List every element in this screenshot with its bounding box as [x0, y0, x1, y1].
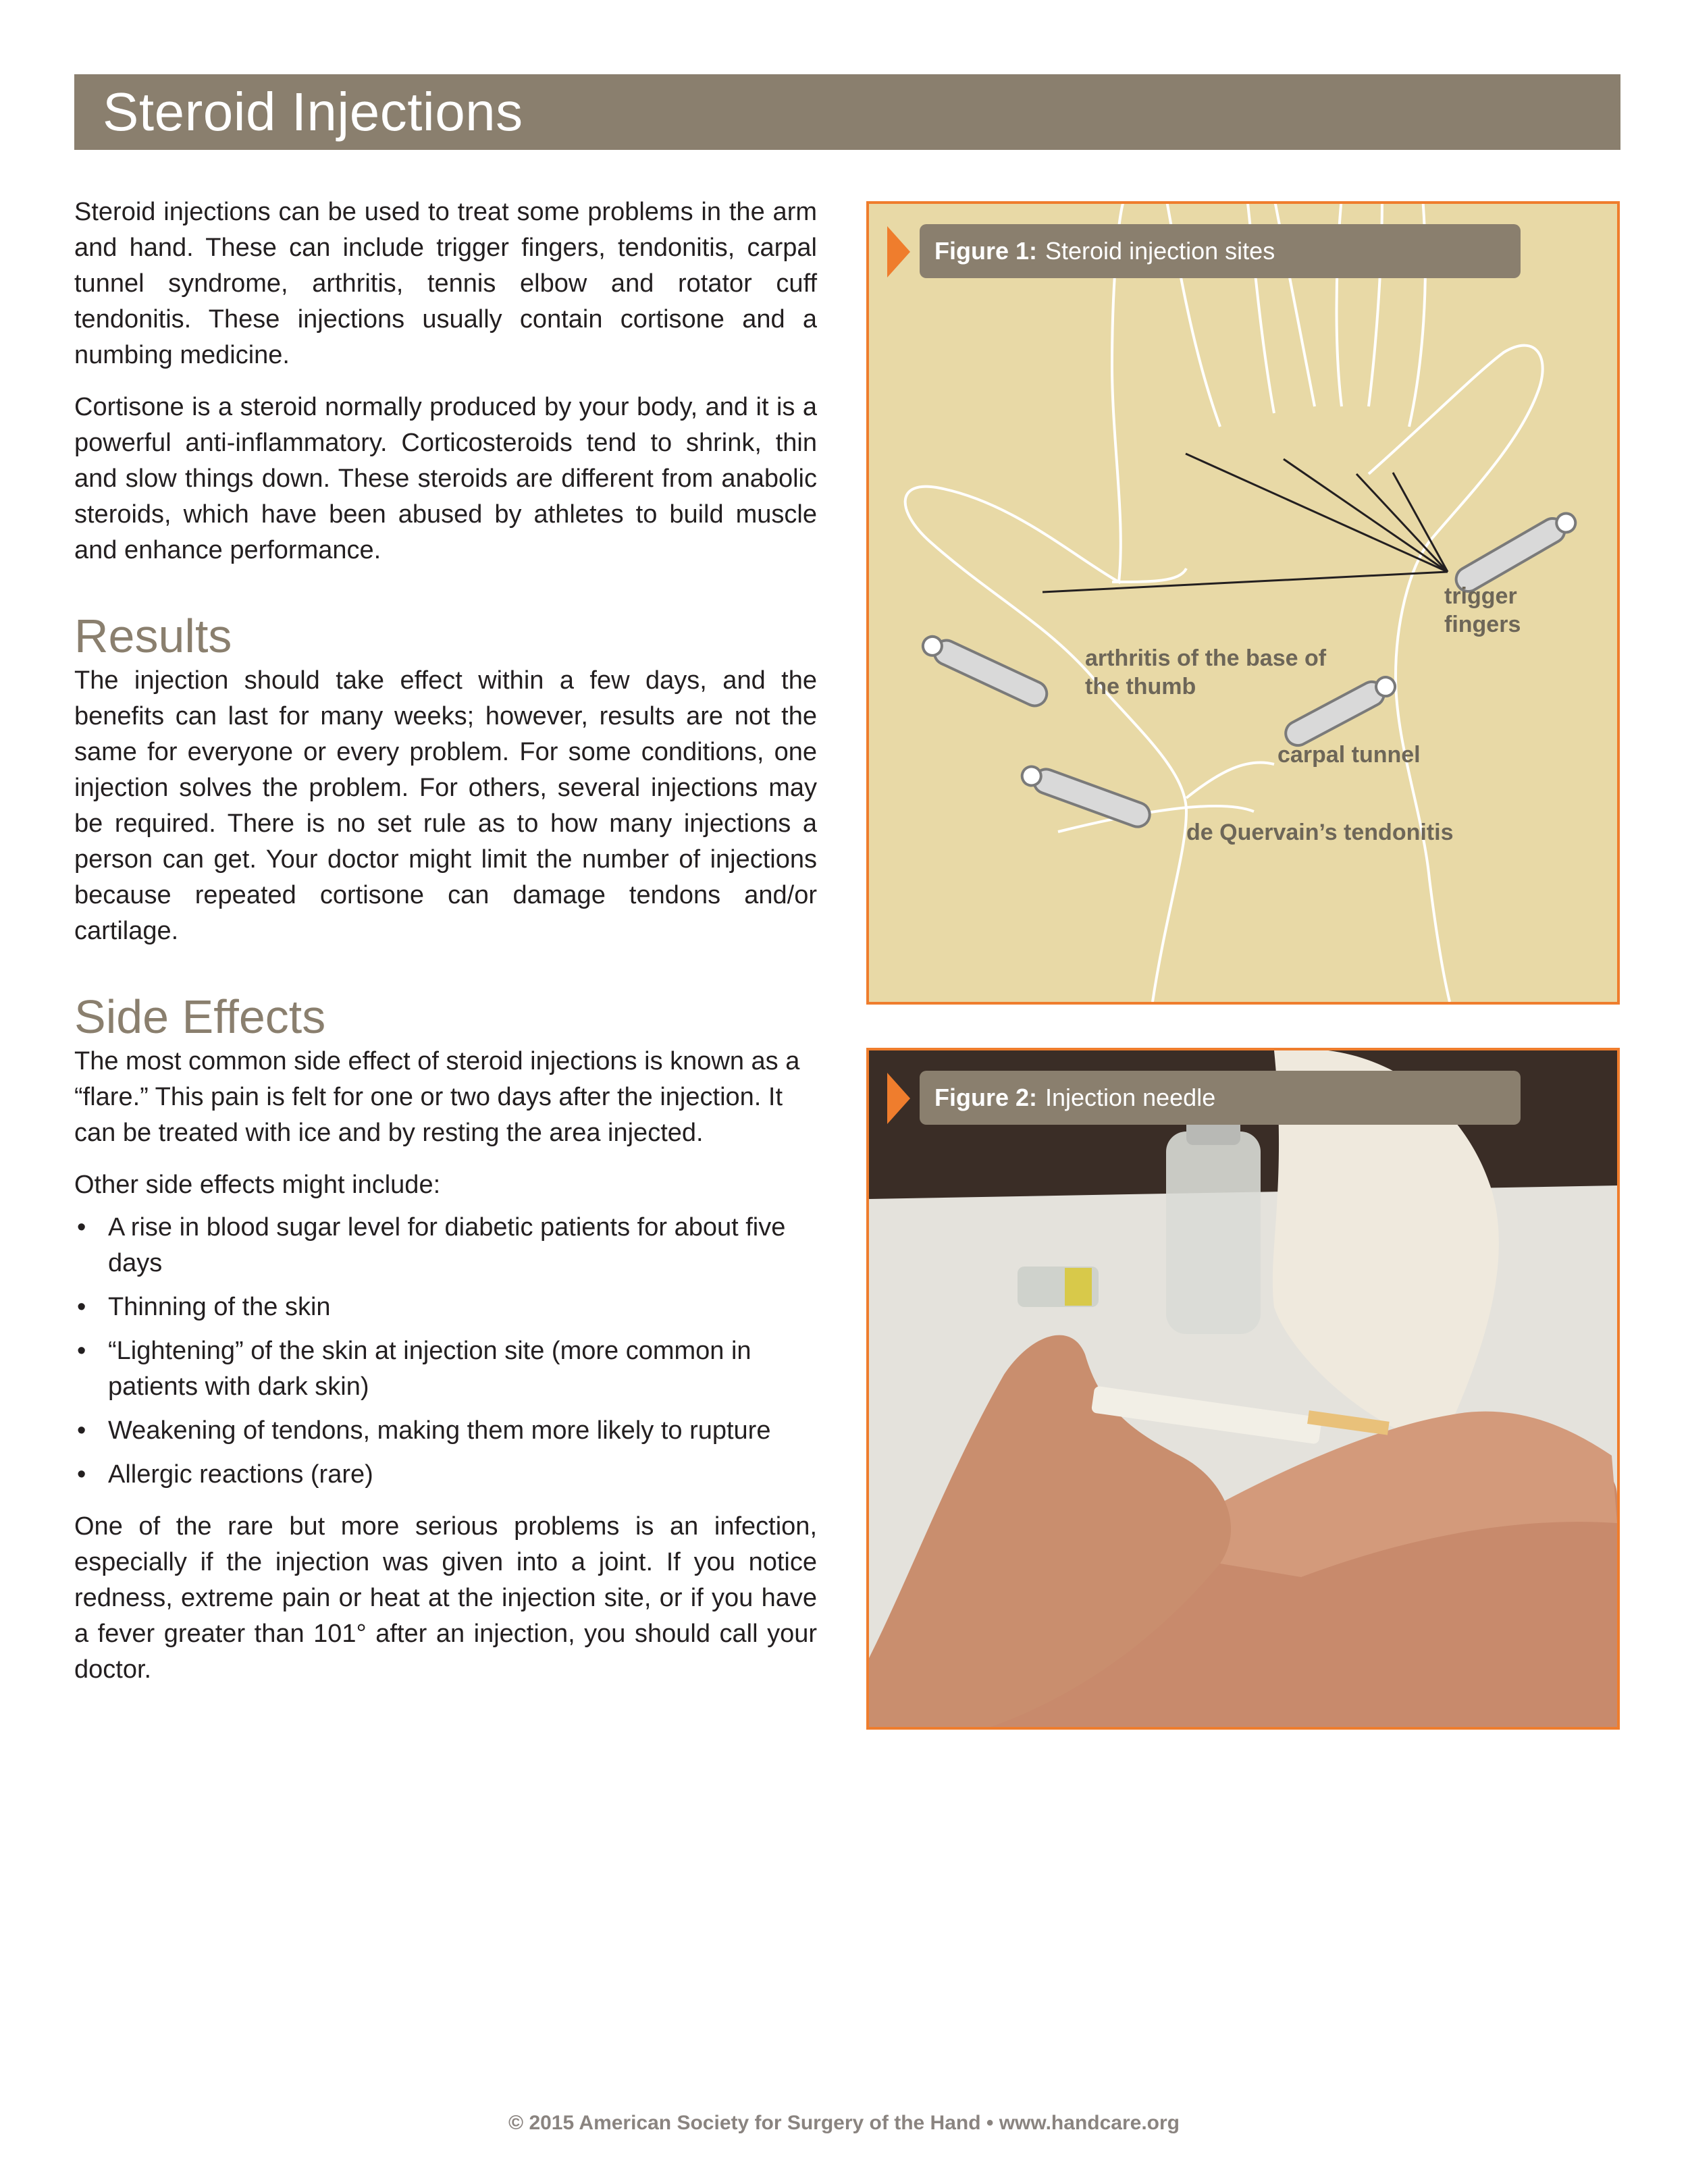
figure-2-caption: [920, 1071, 1521, 1125]
list-item: [74, 1413, 817, 1449]
list-item-text: Thinning of the skin: [108, 1293, 331, 1321]
bullet-icon: •: [77, 1293, 86, 1321]
figure-1-caption: [920, 224, 1521, 278]
injection-line: [1186, 454, 1448, 572]
intro-paragraph-1: Steroid injections can be used to treat some problems in the arm and hand. These can include trigger fingers, tendonitis, carpal tunnel syndrome, arthritis, tennis elbow and rotator cuff tendonitis. These injections usually contain cortisone and a numbing medicine.: [74, 198, 817, 369]
list-item: [74, 1289, 817, 1325]
results-paragraph: The injection should take effect within a few days, and the benefits can last for many weeks; however, results are not the same for everyone or every problem. For some conditions, one injection solves the problem. For others, several injections may be required. There is no set rule as to how many injections a person can get. Your doctor might limit the number of injections because repeated cortisone can damage tendons and/or cartilage.: [74, 666, 817, 945]
list-item: [74, 1333, 817, 1405]
list-item: [74, 1210, 817, 1281]
side-effects-paragraph-2: Other side effects might include:: [74, 1171, 441, 1199]
footer: © 2015 American Society for Surgery of the Hand • www.handcare.org: [508, 2112, 1180, 2134]
figure-2-title: Injection needle: [1045, 1084, 1216, 1111]
syringe-icon: [919, 631, 1051, 710]
injection-line: [1284, 459, 1448, 572]
page-title: Steroid Injections: [103, 82, 523, 142]
side-effects-paragraph-1: The most common side effect of steroid injections is known as a “flare.” This pain is felt for one or two days after the injection. It can be treated with ice and by resting the area injected.: [74, 1047, 800, 1147]
side-effects-paragraph-3: One of the rare but more serious problems is an infection, especially if the injection was given into a joint. If you notice redness, extreme pain or heat at the injection site, or if you have a fever greater than 101° after an injection, you should call your doctor.: [74, 1512, 817, 1684]
figure-1-title: Steroid injection sites: [1045, 237, 1275, 265]
bullet-icon: •: [77, 1337, 86, 1365]
bullet-icon: •: [77, 1213, 86, 1242]
callout-trigger-fingers: trigger fingers: [1444, 583, 1521, 637]
main-text-column: [74, 194, 817, 1704]
figure-marker-icon: [887, 226, 910, 277]
title-bar: [74, 74, 1620, 150]
list-item-text: “Lightening” of the skin at injection site (more common in patients with dark skin): [108, 1337, 751, 1401]
figure-2-label: Figure 2:: [934, 1084, 1038, 1111]
callout-thumb-arthritis: arthritis of the base of the thumb: [1085, 645, 1327, 699]
list-item-text: A rise in blood sugar level for diabetic patients for about five days: [108, 1213, 786, 1277]
callout-carpal-tunnel: carpal tunnel: [1277, 742, 1421, 768]
injection-line: [1043, 572, 1448, 592]
bullet-icon: •: [77, 1460, 86, 1489]
figure-2-injection-photo: [866, 1048, 1620, 1730]
syringe-icon: [1018, 762, 1153, 830]
list-item-text: Allergic reactions (rare): [108, 1460, 373, 1489]
list-item-text: Weakening of tendons, making them more likely to rupture: [108, 1416, 771, 1445]
results-heading: Results: [74, 610, 232, 662]
callout-de-quervain: de Quervain’s tendonitis: [1186, 820, 1454, 845]
bullet-icon: •: [77, 1416, 86, 1445]
side-effects-heading: Side Effects: [74, 990, 326, 1043]
side-effects-list: [74, 1210, 817, 1493]
intro-paragraph-2: Cortisone is a steroid normally produced by your body, and it is a powerful anti-inflammatory. Corticosteroids tend to shrink, thin and slow things down. These steroids are different from anabolic steroids, which have been abused by athletes to build muscle and enhance performance.: [74, 393, 817, 564]
figure-1-label: Figure 1:: [934, 237, 1038, 265]
figure-marker-icon: [887, 1073, 910, 1124]
figure-1-injection-sites: [866, 201, 1620, 1005]
injection-photo: [869, 1050, 1617, 1727]
list-item: [74, 1457, 817, 1493]
